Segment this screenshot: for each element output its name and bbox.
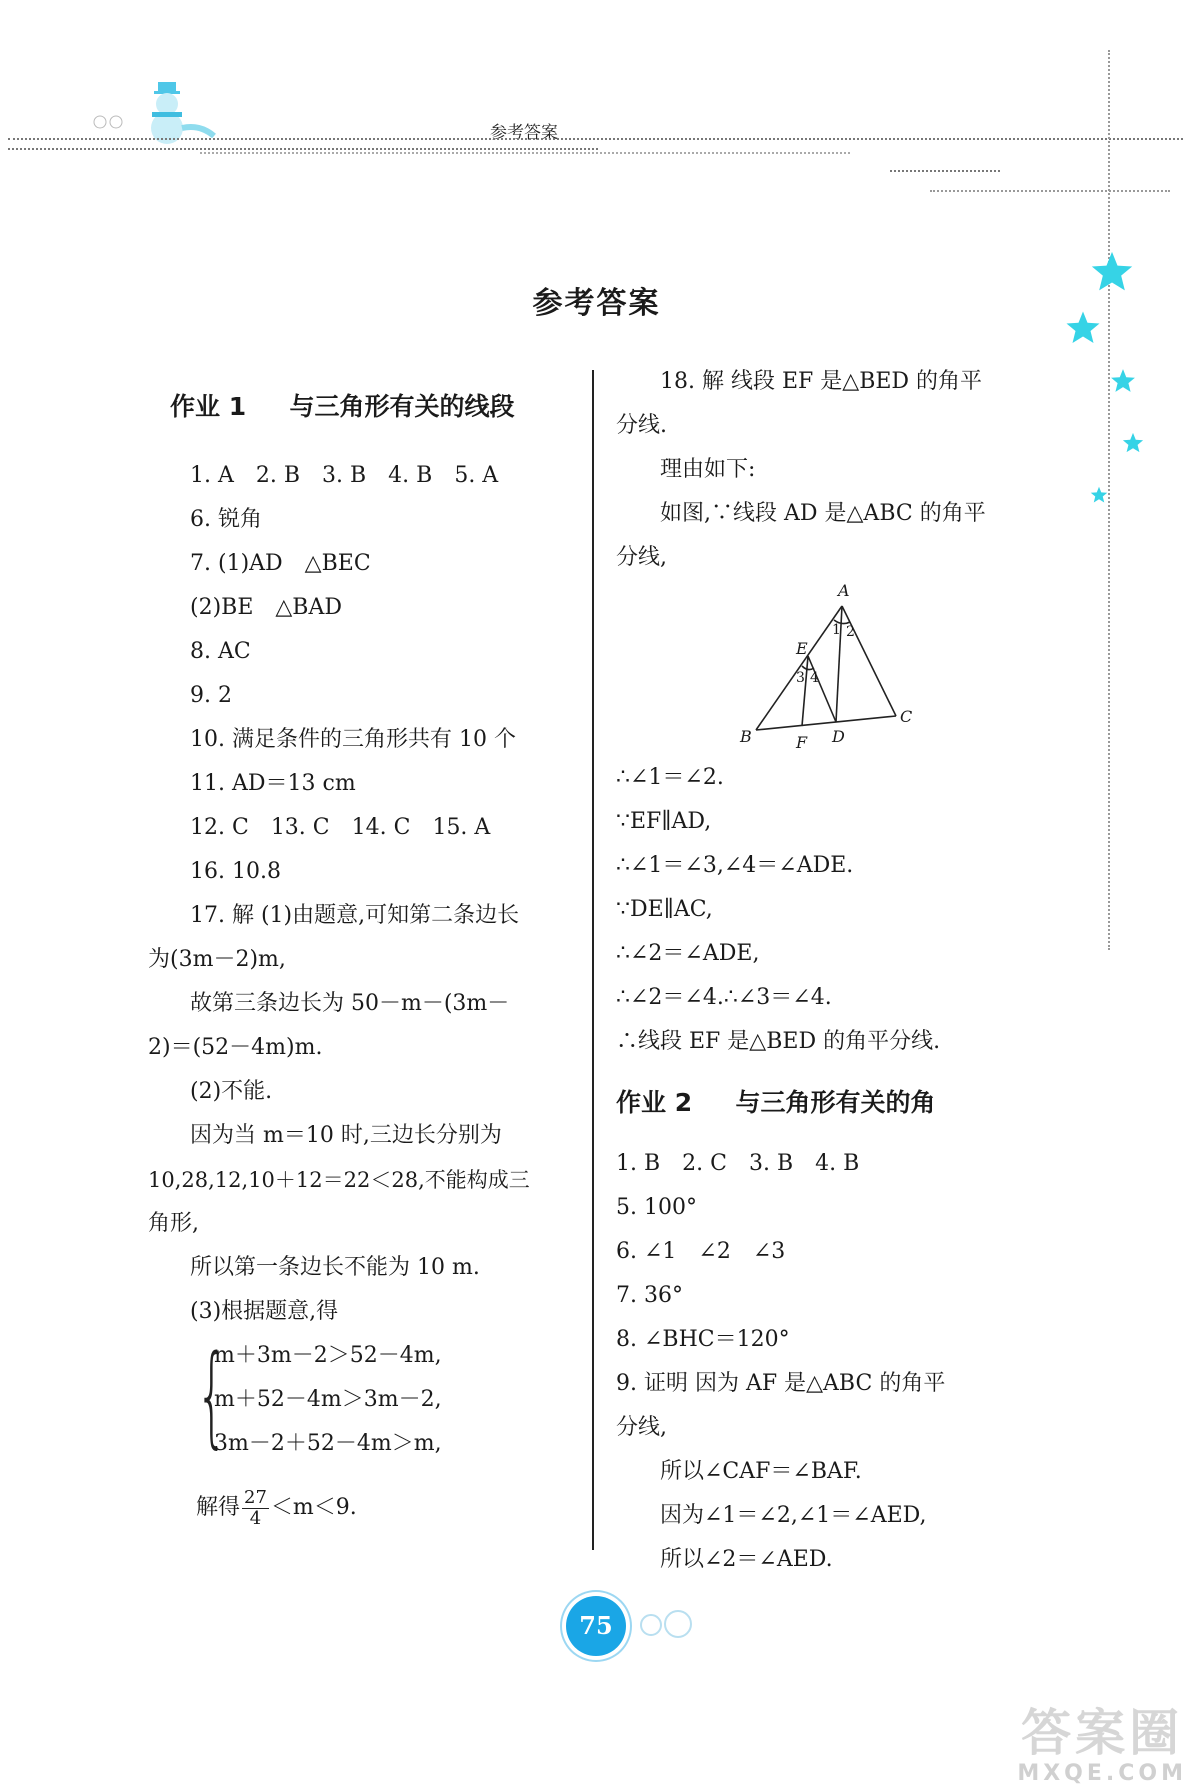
segment-de (808, 656, 836, 722)
answer-line: 2)＝(52－4m)m. (148, 1035, 323, 1060)
header-rule-2 (8, 148, 598, 150)
answer-line: 因为∠1＝∠2,∠1＝∠AED, (660, 1503, 927, 1528)
answer-line: ∴∠2＝∠ADE, (616, 941, 760, 966)
label-d: D (832, 727, 845, 746)
inequality-line: 3m－2＋52－4m＞m, (214, 1431, 442, 1456)
section-heading-1 (170, 378, 578, 436)
answer-line: 理由如下: (660, 457, 756, 482)
answer-line: ∴∠1＝∠2. (616, 765, 724, 790)
answer-line: 17. 解 (1)由题意,可知第二条边长 (190, 903, 520, 928)
answer-line: ∴∠1＝∠3,∠4＝∠ADE. (616, 853, 854, 878)
side-bc (756, 716, 896, 730)
answer-line: 9. 证明 因为 AF 是△ABC 的角平 (616, 1371, 946, 1396)
angle-label-2: 2 (846, 624, 855, 640)
header-rule-1 (8, 138, 1183, 140)
answer-line: 分线, (616, 1415, 667, 1440)
right-column (616, 360, 1056, 1582)
header-rule-4 (890, 170, 1000, 172)
solution-line (148, 1478, 578, 1538)
header-title: 参考答案 (490, 123, 558, 143)
column-divider (592, 370, 594, 1550)
angle-label-3: 3 (796, 670, 805, 686)
answer-line: 所以∠CAF＝∠BAF. (660, 1459, 862, 1484)
answer-line: 10,28,12,10＋12＝22＜28,不能构成三 (148, 1168, 530, 1192)
inequality-line: m＋52－4m＞3m－2, (214, 1387, 442, 1412)
page-title: 参考答案 (532, 286, 661, 321)
label-c: C (900, 707, 913, 726)
answer-line: (2)BE △BAD (190, 595, 343, 620)
answer-line: 8. ∠BHC＝120° (616, 1327, 790, 1352)
section-heading-2 (616, 1074, 1056, 1132)
answer-line: 8. AC (190, 639, 251, 664)
section-title: 与三角形有关的线段 (289, 392, 515, 421)
answer-line: 如图,∵线段 AD 是△ABC 的角平 (660, 501, 986, 526)
angle-label-4: 4 (810, 670, 819, 686)
brace-symbol: { (196, 1331, 228, 1459)
left-column (148, 378, 578, 1538)
answer-line: 6. 锐角 (190, 507, 262, 532)
watermark-logo-text: 答案圈 (1021, 1704, 1184, 1762)
side-ab (756, 606, 842, 730)
answer-line: 1. B 2. C 3. B 4. B (616, 1151, 860, 1176)
star-decoration (1090, 486, 1108, 508)
star-decoration (1110, 368, 1136, 398)
right-margin-rule (1108, 50, 1110, 950)
label-a: A (838, 581, 850, 600)
ring-decoration (640, 1614, 662, 1636)
label-f: F (796, 733, 808, 752)
angle-label-1: 1 (832, 622, 841, 638)
answer-line: 16. 10.8 (190, 859, 281, 884)
answer-line: (3)根据题意,得 (190, 1299, 339, 1324)
answer-line: ∴∠2＝∠4.∴∠3＝∠4. (616, 985, 832, 1010)
answer-line: ∵EF∥AD, (616, 809, 712, 834)
answer-line: 分线, (616, 545, 667, 570)
section-title: 与三角形有关的角 (735, 1088, 936, 1117)
answer-line: 12. C 13. C 14. C 15. A (190, 815, 491, 840)
fraction-denominator: 4 (249, 1507, 262, 1529)
answer-line: ∴线段 EF 是△BED 的角平分线. (616, 1029, 941, 1054)
answer-line: 18. 解 线段 EF 是△BED 的角平 (660, 369, 983, 394)
answer-line: 9. 2 (190, 683, 232, 708)
answer-line: 7. (1)AD △BEC (190, 551, 371, 576)
answer-line: 角形, (148, 1211, 199, 1236)
answer-line: 因为当 m＝10 时,三边长分别为 (190, 1123, 502, 1148)
header-rule-5 (930, 190, 1170, 192)
answer-line: (2)不能. (190, 1079, 273, 1104)
answer-line: 所以∠2＝∠AED. (660, 1547, 833, 1572)
section-number: 作业 1 (170, 392, 247, 421)
star-decoration (1122, 432, 1144, 458)
answer-line: 为(3m－2)m, (148, 947, 286, 972)
answer-line: 7. 36° (616, 1283, 683, 1308)
fraction (242, 1488, 269, 1529)
solution-suffix: ＜m＜9. (270, 1495, 357, 1520)
solution-prefix: 解得 (196, 1495, 241, 1520)
watermark-url: MXQE.COM (1017, 1761, 1187, 1786)
label-e: E (796, 639, 808, 658)
answer-line: 11. AD＝13 cm (190, 771, 356, 796)
answer-line: 1. A 2. B 3. B 4. B 5. A (190, 463, 499, 488)
triangle-figure (726, 580, 1056, 756)
answer-line: 分线. (616, 413, 667, 438)
page-number: 75 (566, 1596, 626, 1656)
fraction-numerator: 27 (244, 1486, 267, 1508)
watermark (1017, 1705, 1187, 1786)
header-rule-3 (200, 152, 850, 154)
ring-decoration (664, 1610, 692, 1638)
answer-line: 10. 满足条件的三角形共有 10 个 (190, 727, 516, 752)
bubble-decoration (92, 112, 132, 132)
answer-line: 所以第一条边长不能为 10 m. (190, 1255, 480, 1280)
answer-line: 6. ∠1 ∠2 ∠3 (616, 1239, 786, 1264)
label-b: B (740, 727, 752, 746)
inequality-line: m＋3m－2＞52－4m, (214, 1343, 442, 1368)
section-number: 作业 2 (616, 1088, 693, 1117)
answer-line: 5. 100° (616, 1195, 697, 1220)
inequality-system (196, 1331, 578, 1472)
answer-line: 故第三条边长为 50－m－(3m－ (190, 991, 510, 1016)
answer-line: ∵DE∥AC, (616, 897, 713, 922)
